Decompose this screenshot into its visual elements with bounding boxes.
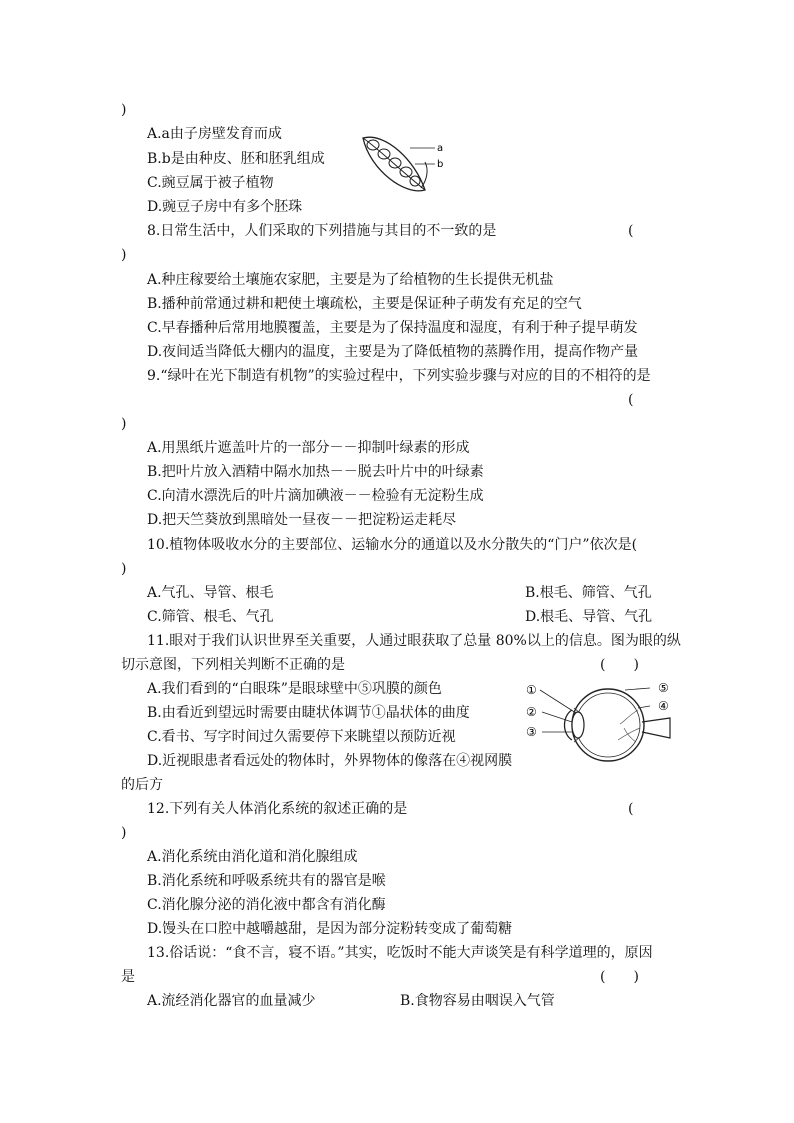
q11-stem-line1: 11.眼对于我们认识世界至关重要，人通过眼获取了总量 80%以上的信息。图为眼的纵 — [147, 633, 681, 649]
q10-option-b: B.根毛、筛管、气孔 — [525, 585, 652, 601]
q8-stem: 8.日常生活中，人们采取的下列措施与其目的不一致的是 — [147, 223, 497, 239]
q9-option-a: A.用黑纸片遮盖叶片的一部分－－抑制叶绿素的形成 — [147, 440, 470, 456]
q12-option-c: C.消化腺分泌的消化液中都含有消化酶 — [147, 897, 386, 913]
eye-cross-section-figure — [520, 680, 680, 770]
q13-paren: ( ) — [600, 969, 639, 985]
q9-tail: ) — [121, 416, 127, 432]
pea-label-b: b — [437, 159, 444, 170]
q10-stem: 10.植物体吸收水分的主要部位、运输水分的通道以及水分散失的“门户”依次是( — [147, 537, 638, 553]
q9-option-c: C.向清水漂洗后的叶片滴加碘液－－检验有无淀粉生成 — [147, 488, 484, 504]
eye-label-2: ② — [526, 705, 537, 719]
q12-tail: ) — [121, 825, 127, 841]
q11-paren: ( ) — [600, 657, 639, 673]
q11-option-c: C.看书、写字时间过久需要停下来眺望以预防近视 — [147, 729, 456, 745]
q11-option-a: A.我们看到的“白眼珠”是眼球壁中⑤巩膜的颜色 — [147, 681, 442, 697]
q9-option-d: D.把天竺葵放到黑暗处一昼夜－－把淀粉运走耗尽 — [147, 512, 457, 528]
eye-label-4: ④ — [658, 699, 669, 713]
pea-pod-figure — [355, 130, 445, 200]
q8-option-c: C.早春播种后常用地膜覆盖，主要是为了保持温度和湿度，有利于种子提早萌发 — [147, 320, 638, 336]
q8-option-a: A.种庄稼要给土壤施农家肥，主要是为了给植物的生长提供无机盐 — [147, 272, 554, 288]
q13-option-b: B.食物容易由咽误入气管 — [400, 993, 555, 1009]
q12-option-d: D.馒头在口腔中越嚼越甜，是因为部分淀粉转变成了葡萄糖 — [147, 921, 513, 937]
q11-option-d: D.近视眼患者看远处的物体时，外界物体的像落在④视网膜 — [147, 753, 513, 769]
q10-tail: ) — [121, 561, 127, 577]
q12-option-a: A.消化系统由消化道和消化腺组成 — [147, 849, 358, 865]
q13-stem: 13.俗话说：“食不言，寝不语。”其实，吃饭时不能大声谈笑是有科学道理的，原因 — [147, 945, 653, 961]
q13-option-a: A.流经消化器官的血量减少 — [147, 993, 316, 1009]
q7-tail: ) — [121, 102, 127, 118]
eye-label-3: ③ — [526, 725, 537, 739]
q8-option-b: B.播种前常通过耕和耙使土壤疏松，主要是保证种子萌发有充足的空气 — [147, 296, 582, 312]
q8-tail: ) — [121, 247, 127, 263]
q9-option-b: B.把叶片放入酒精中隔水加热－－脱去叶片中的叶绿素 — [147, 464, 484, 480]
q10-option-c: C.筛管、根毛、气孔 — [147, 609, 274, 625]
q7-option-c: C.豌豆属于被子植物 — [147, 175, 274, 191]
q7-option-a: A.a由子房壁发育而成 — [147, 126, 282, 142]
q8-paren-open: ( — [628, 223, 634, 239]
eye-label-1: ① — [526, 683, 537, 697]
q8-option-d: D.夜间适当降低大棚内的温度，主要是为了降低植物的蒸腾作用，提高作物产量 — [147, 344, 639, 360]
q12-stem: 12.下列有关人体消化系统的叙述正确的是 — [147, 801, 408, 817]
q11-option-d-cont: 的后方 — [121, 777, 163, 793]
q13-stem-cont: 是 — [121, 969, 135, 985]
q12-paren-open: ( — [628, 801, 634, 817]
q11-stem-line2: 切示意图，下列相关判断不正确的是 — [121, 657, 345, 673]
eye-label-5: ⑤ — [658, 681, 669, 695]
q12-option-b: B.消化系统和呼吸系统共有的器官是喉 — [147, 873, 386, 889]
q11-option-b: B.由看近到望远时需要由睫状体调节①晶状体的曲度 — [147, 705, 470, 721]
q9-stem: 9.“绿叶在光下制造有机物”的实验过程中，下列实验步骤与对应的目的不相符的是 — [147, 368, 651, 384]
pea-label-a: a — [437, 143, 444, 154]
q7-option-b: B.b是由种皮、胚和胚乳组成 — [147, 151, 325, 167]
q10-option-d: D.根毛、导管、气孔 — [525, 609, 653, 625]
q10-option-a: A.气孔、导管、根毛 — [147, 585, 274, 601]
q7-option-d: D.豌豆子房中有多个胚珠 — [147, 199, 303, 215]
q9-paren-open: ( — [628, 392, 634, 408]
